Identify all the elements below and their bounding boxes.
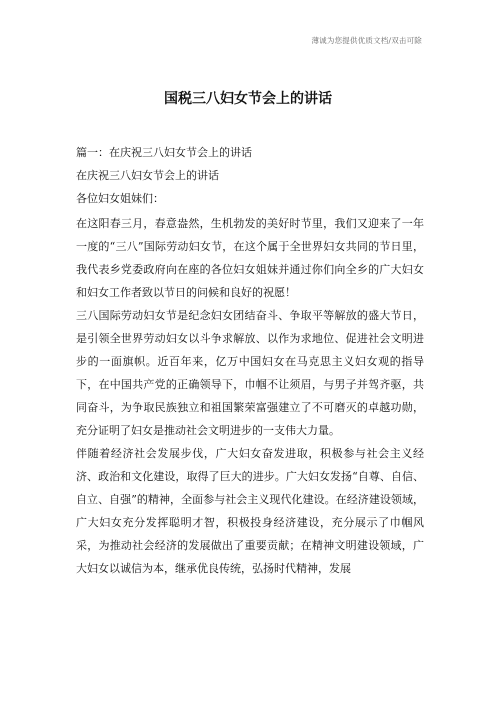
salutation: 各位妇女姐妹们： xyxy=(76,192,164,205)
document-body xyxy=(76,143,424,580)
document-title: 国税三八妇女节会上的讲话 xyxy=(164,91,332,107)
part-heading: 篇一：在庆祝三八妇女节会上的讲话 xyxy=(76,146,252,159)
speech-subtitle: 在庆祝三八妇女节会上的讲话 xyxy=(76,169,219,182)
paragraph-2: 三八国际劳动妇女节是纪念妇女团结奋斗、争取平等解放的盛大节日，是引领全世界劳动妇女以斗争求解放、以作为求地位、促进社会文明进步的一面旗帜。近百年来，亿万中国妇女在马克思主义妇女观的指导下，在中国共产党的正确领导下，巾帼不让须眉，与男子并驾齐驱，共同奋斗，为争取民族独立和祖国繁荣富强建立了不可磨灭的卓越功勋，充分证明了妇女是推动社会文明进步的一支伟大力量。 xyxy=(76,309,424,437)
header-note: 薄诚为您提供优质文档/双击可除 xyxy=(311,36,422,45)
paragraph-3: 伴随着经济社会发展步伐，广大妇女奋发进取，积极参与社会主义经济、政治和文化建设，取得了巨大的进步。广大妇女发扬“自尊、自信、自立、自强”的精神，全面参与社会主义现代化建设。在经济建设领域，广大妇女充分发挥聪明才智，积极投身经济建设，充分展示了巾帼风采，为推动社会经济的发展做出了重要贡献；在精神文明建设领域，广大妇女以诚信为本，继承优良传统，弘扬时代精神，发展 xyxy=(76,447,424,575)
paragraph-1: 在这阳春三月，春意盎然，生机勃发的美好时节里，我们又迎来了一年一度的“三八”国际劳动妇女节，在这个属于全世界妇女共同的节日里，我代表乡党委政府向在座的各位妇女姐妹并通过你们向全乡的广大妇女和妇女工作者致以节日的问候和良好的祝愿！ xyxy=(76,217,424,299)
